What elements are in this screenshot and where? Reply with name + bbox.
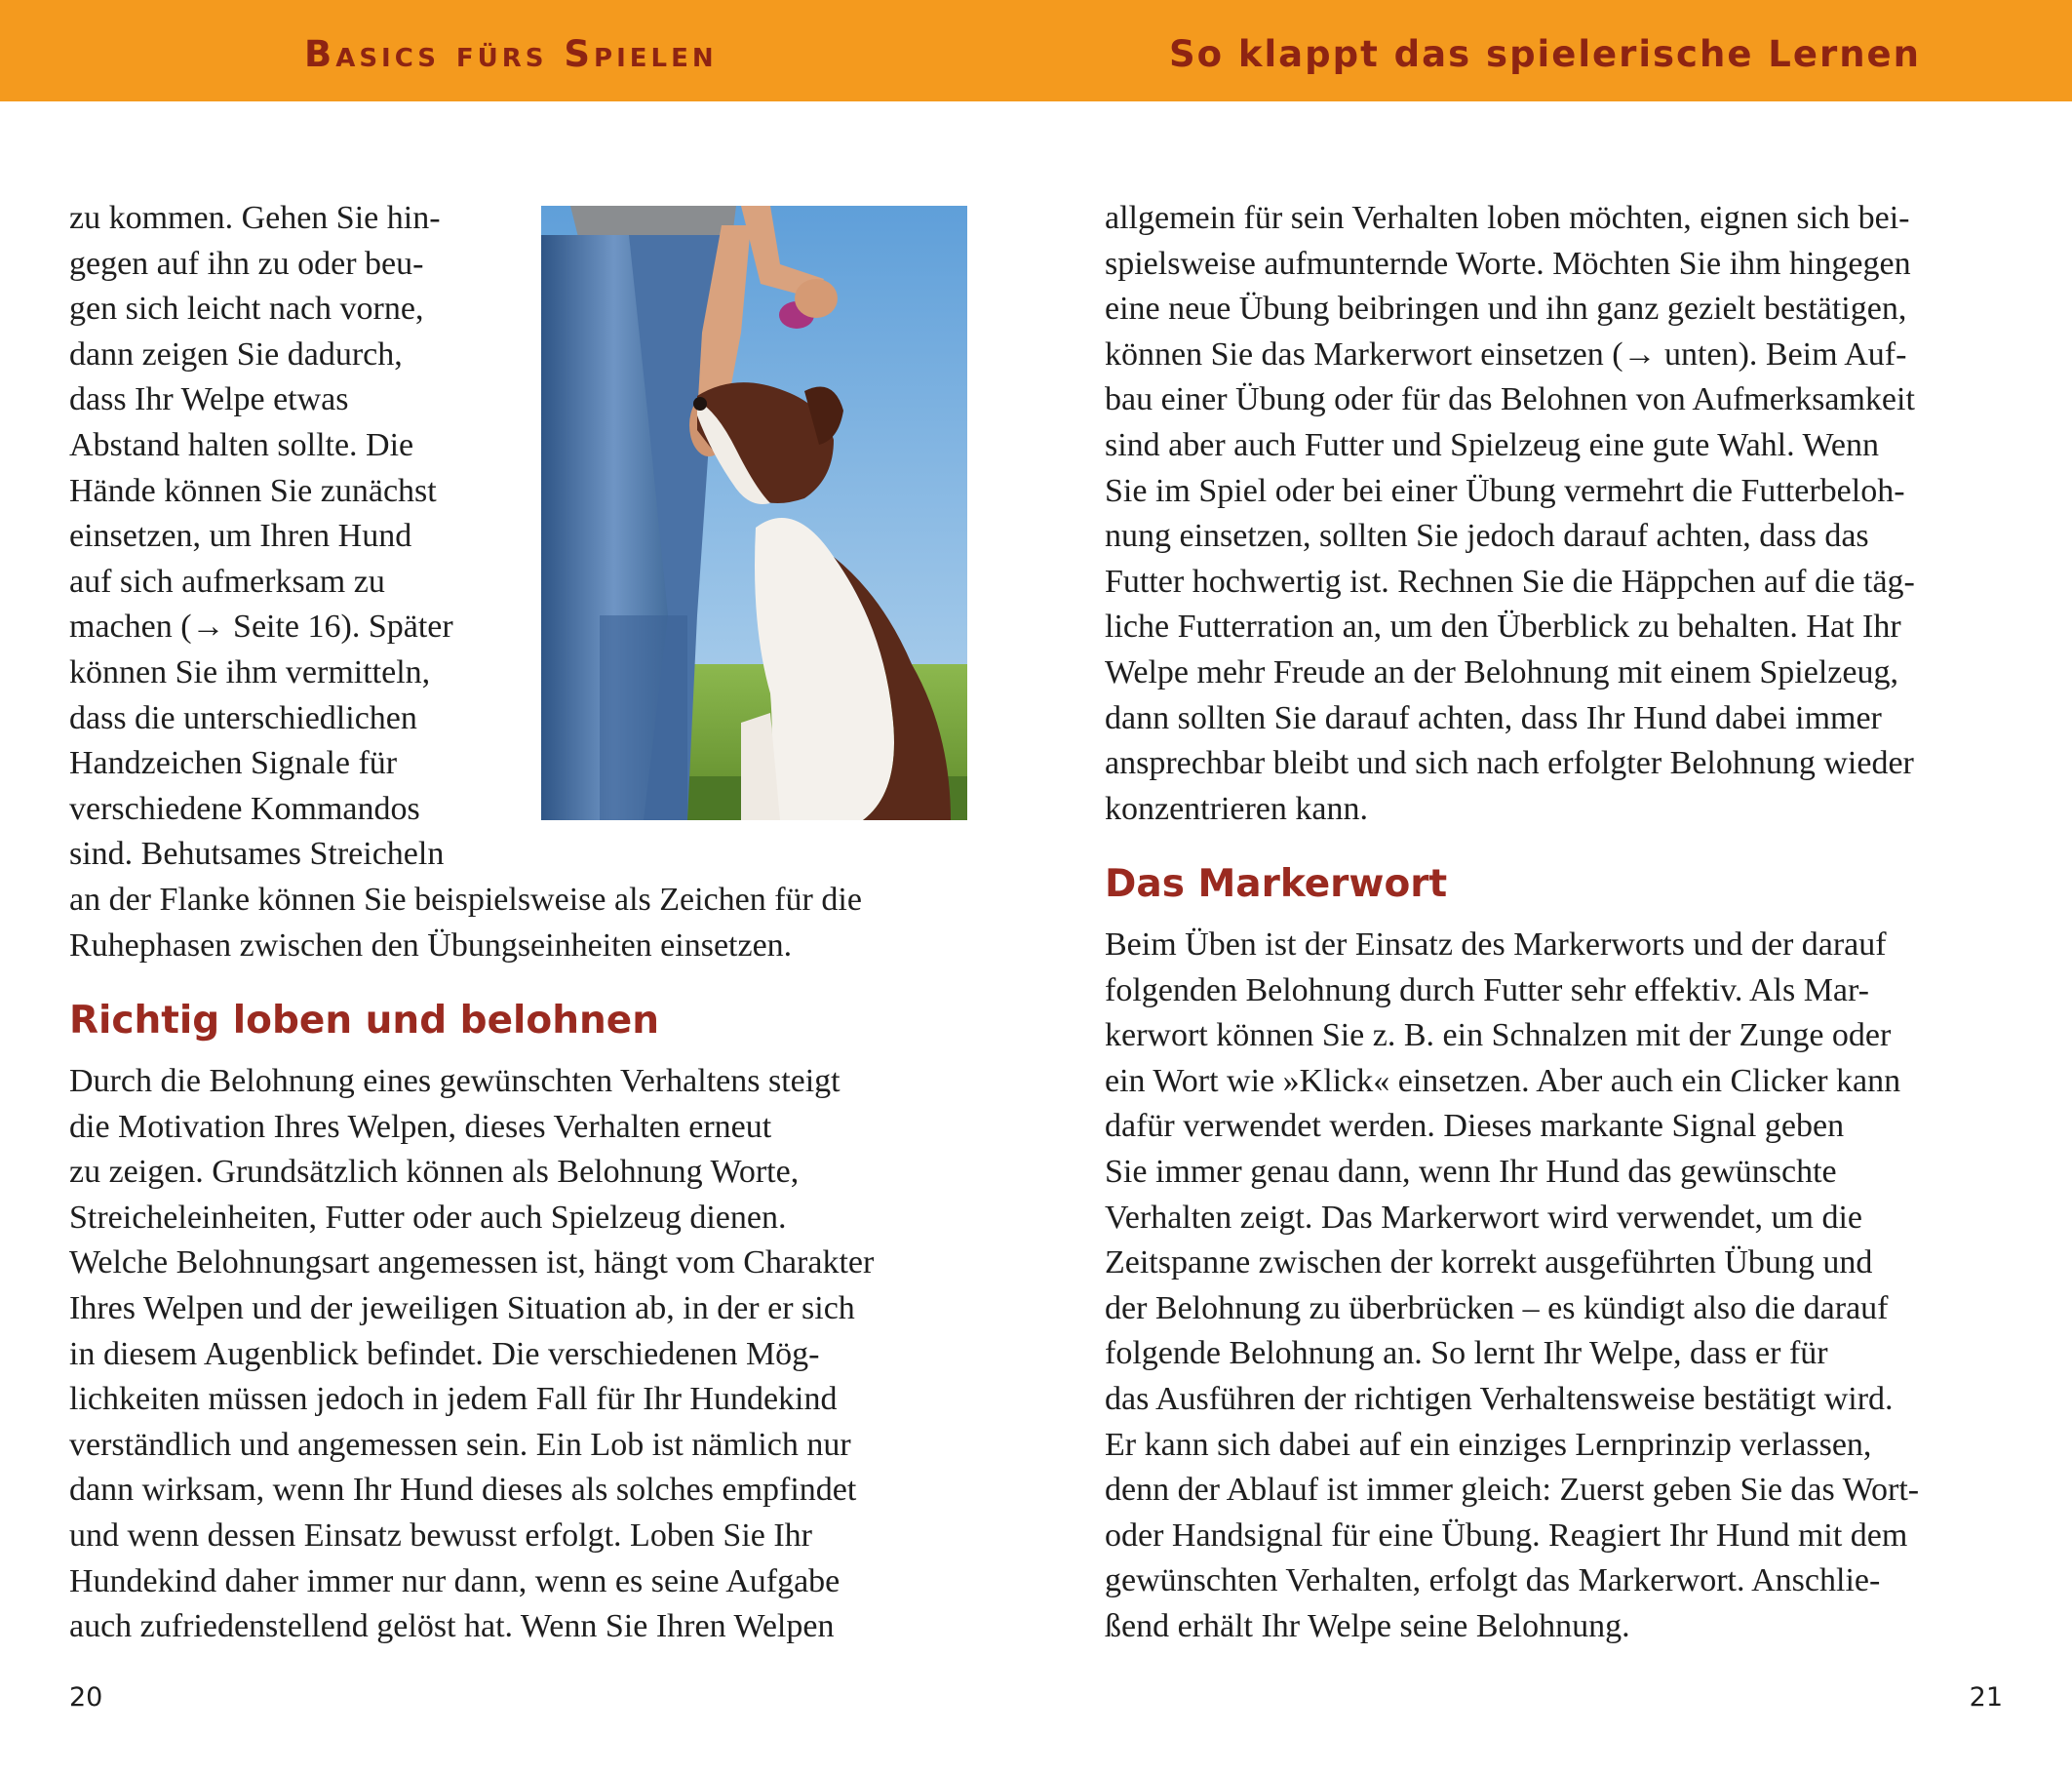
text-line: Sie im Spiel oder bei einer Übung vermehrt die Futterbeloh-	[1105, 472, 1905, 509]
left-column-body	[69, 1059, 966, 1650]
text-line: spielsweise aufmunternde Worte. Möchten Sie ihm hingegen	[1105, 245, 1911, 282]
text-line: auch zufriedenstellend gelöst hat. Wenn Sie Ihren Welpen	[69, 1608, 835, 1645]
section-heading-richtig-loben: Richtig loben und belohnen	[69, 999, 659, 1043]
text-line: dass die unterschiedlichen	[69, 699, 417, 736]
text-line: und wenn dessen Einsatz bewusst erfolgt. Loben Sie Ihr	[69, 1517, 812, 1554]
text-line: gewünschten Verhalten, erfolgt das Markerwort. Anschlie-	[1105, 1562, 1881, 1599]
left-column-intro	[69, 196, 966, 968]
right-column-body	[1105, 923, 2021, 1650]
text-line: Abstand halten sollte. Die	[69, 426, 414, 463]
text-line: gen sich leicht nach vorne,	[69, 291, 424, 328]
section-title: So klappt das spielerische Lernen	[1168, 33, 1921, 75]
text-line: ßend erhält Ihr Welpe seine Belohnung.	[1105, 1607, 1630, 1644]
text-line: zu kommen. Gehen Sie hin-	[69, 200, 441, 236]
text-line: zu zeigen. Grundsätzlich können als Belohnung Worte,	[69, 1154, 800, 1191]
text-line: Hände können Sie zunächst	[69, 472, 437, 509]
text-line: können Sie ihm vermitteln,	[69, 653, 431, 690]
text-line: allgemein für sein Verhalten loben möchten, eignen sich bei-	[1105, 200, 1910, 236]
left-intro-paragraph	[69, 196, 966, 968]
text-line: dann zeigen Sie dadurch,	[69, 335, 403, 373]
text-line: Sie immer genau dann, wenn Ihr Hund das gewünschte	[1105, 1153, 1837, 1190]
text-line: der Belohnung zu überbrücken – es kündigt also die darauf	[1105, 1289, 1889, 1326]
text-line: ansprechbar bleibt und sich nach erfolgter Belohnung wieder	[1105, 745, 1914, 782]
text-line: nung einsetzen, sollten Sie jedoch darauf achten, dass das	[1105, 518, 1869, 555]
text-line: Handzeichen Signale für	[69, 745, 398, 782]
text-line: einsetzen, um Ihren Hund	[69, 518, 412, 555]
text-line: liche Futterration an, um den Überblick zu behalten. Hat Ihr	[1105, 609, 1901, 646]
text-line: dann sollten Sie darauf achten, dass Ihr Hund dabei immer	[1105, 699, 1882, 736]
right-column-intro	[1105, 196, 2021, 832]
text-line: Durch die Belohnung eines gewünschten Verhaltens steigt	[69, 1063, 841, 1099]
chapter-title: Basics fürs Spielen	[304, 33, 718, 75]
text-line: auf sich aufmerksam zu	[69, 563, 385, 600]
text-line: Er kann sich dabei auf ein einziges Lernprinzip verlassen,	[1105, 1426, 1872, 1463]
text-line: Ihres Welpen und der jeweiligen Situation ab, in der er sich	[69, 1289, 855, 1326]
section-heading-markerwort: Das Markerwort	[1105, 862, 1448, 906]
text-line: verständlich und angemessen sein. Ein Lob ist nämlich nur	[69, 1426, 851, 1463]
page-number-right: 21	[1969, 1682, 2003, 1713]
text-line: können Sie das Markerwort einsetzen (→ unten). Beim Auf-	[1105, 335, 1907, 373]
text-line: bau einer Übung oder für das Belohnen von Aufmerksamkeit	[1105, 381, 1915, 418]
text-line: an der Flanke können Sie beispielsweise als Zeichen für die	[69, 881, 862, 918]
text-line: Welpe mehr Freude an der Belohnung mit einem Spielzeug,	[1105, 653, 1898, 690]
text-line: eine neue Übung beibringen und ihn ganz gezielt bestätigen,	[1105, 291, 1907, 328]
text-line: das Ausführen der richtigen Verhaltensweise bestätigt wird.	[1105, 1380, 1894, 1417]
text-line: dafür verwendet werden. Dieses markante Signal geben	[1105, 1108, 1845, 1145]
text-line: ein Wort wie »Klick« einsetzen. Aber auch ein Clicker kann	[1105, 1062, 1901, 1099]
text-line: folgenden Belohnung durch Futter sehr effektiv. Als Mar-	[1105, 971, 1869, 1008]
left-heading-block	[69, 999, 966, 1043]
text-line: folgende Belohnung an. So lernt Ihr Welpe, dass er für	[1105, 1335, 1828, 1372]
page-number-left: 20	[69, 1682, 103, 1713]
running-header	[0, 0, 2072, 101]
text-line: lichkeiten müssen jedoch in jedem Fall für Ihr Hundekind	[69, 1381, 838, 1418]
text-line: Hundekind daher immer nur dann, wenn es seine Aufgabe	[69, 1562, 841, 1599]
text-line: Zeitspanne zwischen der korrekt ausgeführten Übung und	[1105, 1244, 1873, 1281]
right-heading-block	[1105, 862, 2021, 906]
text-line: verschiedene Kommandos	[69, 790, 420, 827]
text-line: sind. Behutsames Streicheln	[69, 836, 445, 873]
text-line: kerwort können Sie z. B. ein Schnalzen mit der Zunge oder	[1105, 1017, 1892, 1054]
text-line: Ruhephasen zwischen den Übungseinheiten einsetzen.	[69, 926, 793, 964]
text-line: oder Handsignal für eine Übung. Reagiert Ihr Hund mit dem	[1105, 1517, 1908, 1554]
text-line: sind aber auch Futter und Spielzeug eine gute Wahl. Wenn	[1105, 426, 1879, 463]
text-line: Verhalten zeigt. Das Markerwort wird verwendet, um die	[1105, 1199, 1863, 1236]
text-line: Streicheleinheiten, Futter oder auch Spielzeug dienen.	[69, 1199, 787, 1236]
text-line: die Motivation Ihres Welpen, dieses Verhalten erneut	[69, 1108, 772, 1145]
text-line: dass Ihr Welpe etwas	[69, 381, 349, 418]
text-line: denn der Ablauf ist immer gleich: Zuerst geben Sie das Wort-	[1105, 1472, 1920, 1509]
text-line: Futter hochwertig ist. Rechnen Sie die Häppchen auf die täg-	[1105, 563, 1915, 600]
right-body-paragraph	[1105, 923, 2021, 1650]
right-intro-paragraph	[1105, 196, 2021, 832]
text-line: Welche Belohnungsart angemessen ist, hängt vom Charakter	[69, 1244, 875, 1281]
text-line: Beim Üben ist der Einsatz des Markerworts und der darauf	[1105, 926, 1887, 963]
text-line: konzentrieren kann.	[1105, 790, 1368, 827]
text-line: dann wirksam, wenn Ihr Hund dieses als solches empfindet	[69, 1472, 857, 1509]
text-line: gegen auf ihn zu oder beu-	[69, 245, 424, 282]
text-line: in diesem Augenblick befindet. Die verschiedenen Mög-	[69, 1335, 820, 1372]
left-body-paragraph	[69, 1059, 966, 1650]
text-line: machen (→ Seite 16). Später	[69, 609, 453, 646]
